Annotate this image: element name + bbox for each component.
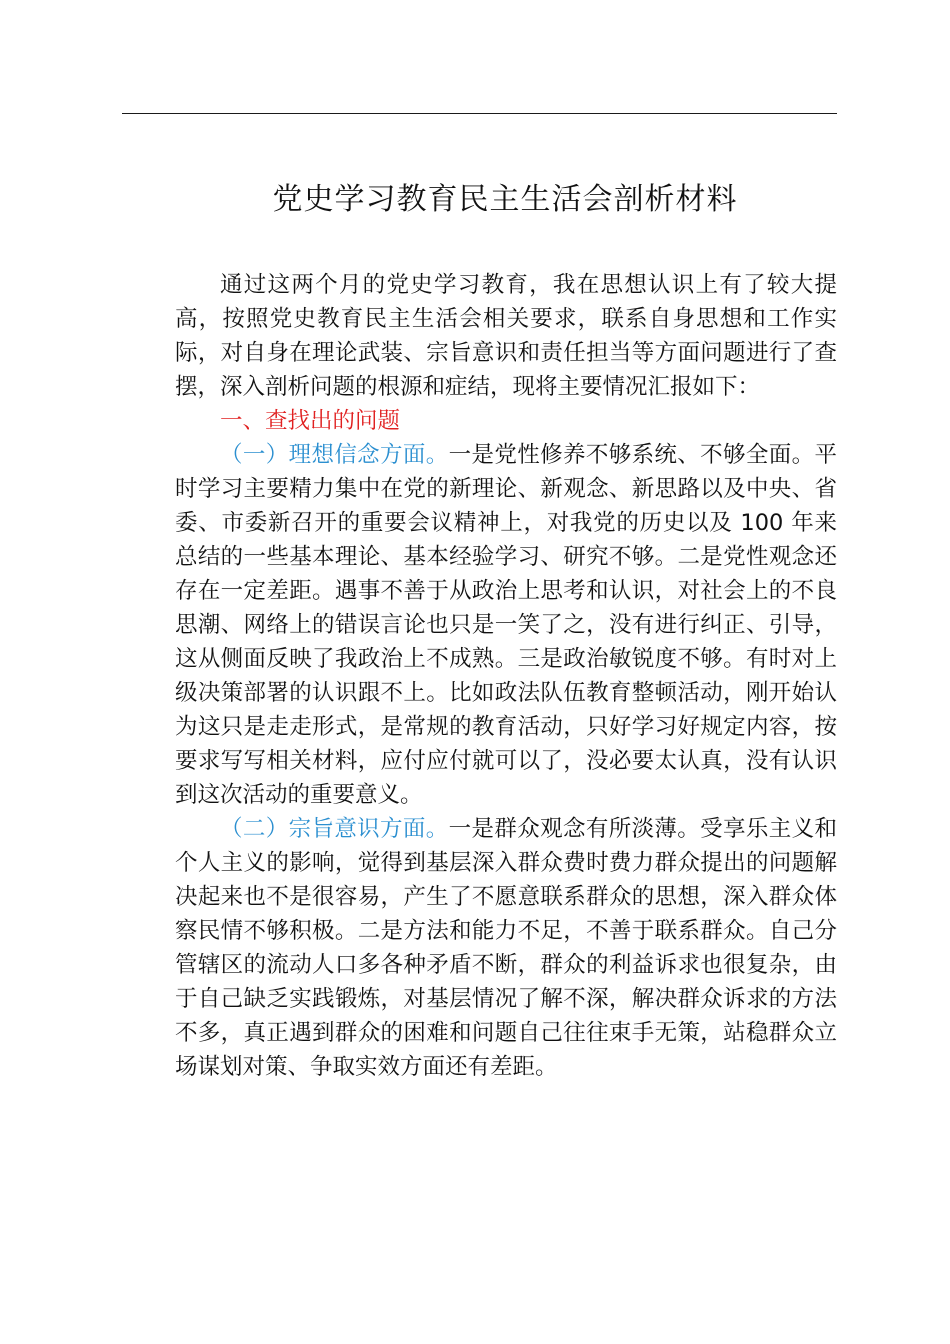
section-heading: 一、查找出的问题 [220,408,401,434]
subsection-1-paragraph [175,438,837,812]
document-title: 党史学习教育民主生活会剖析材料 [272,182,738,217]
subsection-2-paragraph [175,812,837,1084]
subsection-1-heading: （一）理想信念方面。 [220,442,449,468]
intro-paragraph: 通过这两个月的党史学习教育，我在思想认识上有了较大提高，按照党史教育民主生活会相关要求，联系自身思想和工作实际，对自身在理论武装、宗旨意识和责任担当等方面问题进行了查摆，深入剖析问题的根源和症结，现将主要情况汇报如下： [175,272,837,400]
subsection-2-heading: （二）宗旨意识方面。 [220,816,449,842]
document-body [175,268,837,1084]
subsection-1-text: 一是党性修养不够系统、不够全面。平时学习主要精力集中在党的新理论、新观念、新思路以及中央、省委、市委新召开的重要会议精神上，对我党的历史以及 100 年来总结的一些基本理论、基本经验学习、研究不够。二是党性观念还存在一定差距。遇事不善于从政治上思考和认识，对社会上的不良思潮、网络上的错误言论也只是一笑了之，没有进行纠正、引导，这从侧面反映了我政治上不成熟。三是政治敏锐度不够。有时对上级决策部署的认识跟不上。比如政法队伍教育整顿活动，刚开始认为这只是走走形式，是常规的教育活动，只好学习好规定内容，按要求写写相关材料，应付应付就可以了，没必要太认真，没有认识到这次活动的重要意义。 [175,442,837,808]
subsection-2-text: 一是群众观念有所淡薄。受享乐主义和个人主义的影响，觉得到基层深入群众费时费力群众提出的问题解决起来也不是很容易，产生了不愿意联系群众的思想，深入群众体察民情不够积极。二是方法和能力不足，不善于联系群众。自己分管辖区的流动人口多各种矛盾不断，群众的利益诉求也很复杂，由于自己缺乏实践锻炼，对基层情况了解不深，解决群众诉求的方法不多，真正遇到群众的困难和问题自己往往束手无策，站稳群众立场谋划对策、争取实效方面还有差距。 [175,816,837,1080]
header-rule [122,113,837,114]
